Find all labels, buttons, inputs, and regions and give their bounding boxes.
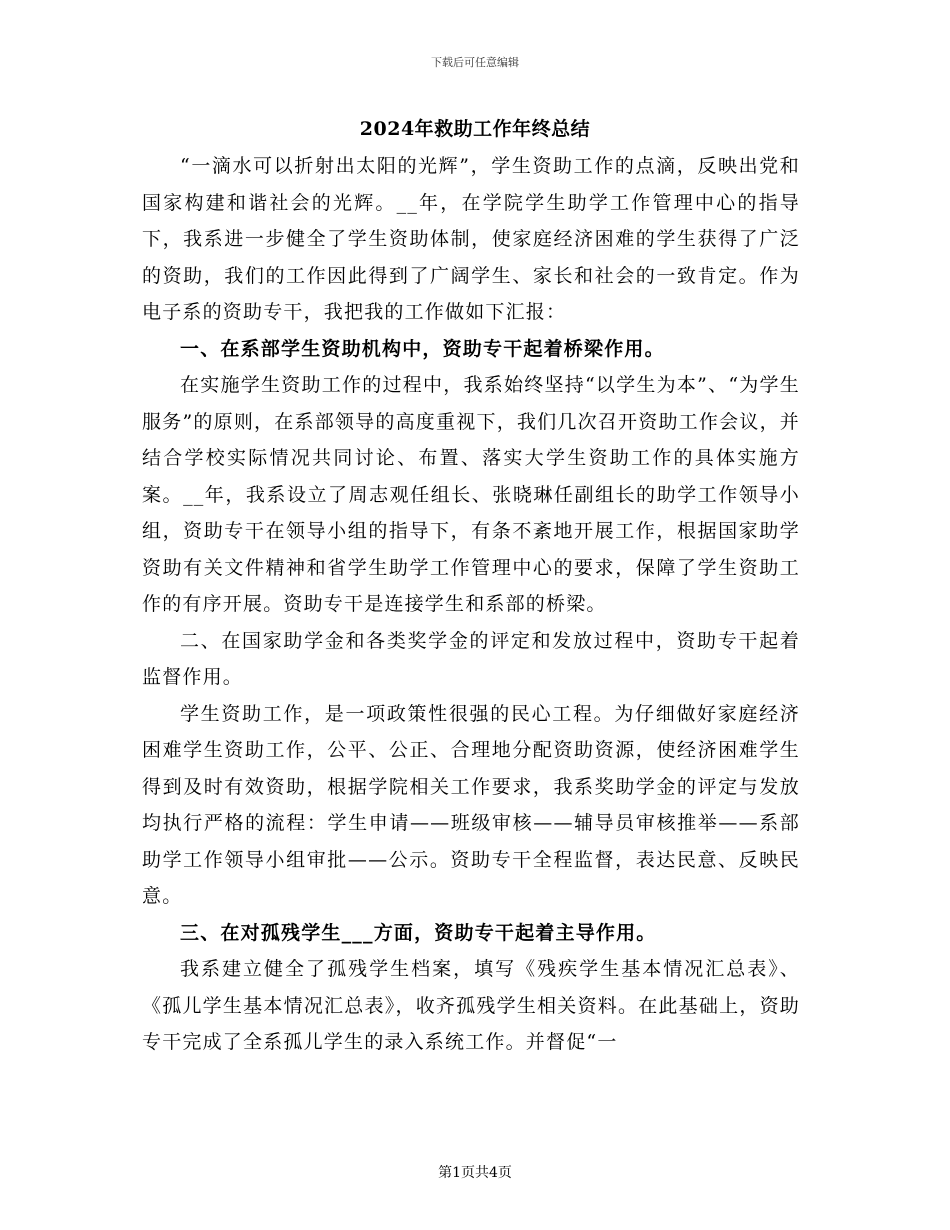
paragraph-section-2: 学生资助工作，是一项政策性很强的民心工程。为仔细做好家庭经济困难学生资助工作，公平、公正、合理地分配资助资源，使经济困难学生得到及时有效资助，根据学院相关工作要求，我系奖助学金的评定与发放均执行严格的流程：学生申请——班级审核——辅导员审核推举——系部助学工作领导小组审批——公示。资助专干全程监督，表达民意、反映民意。 [142,702,800,907]
page-footer: 第1页共4页 [438,1165,512,1181]
document-body [142,148,800,1061]
paragraph-section-1: 在实施学生资助工作的过程中，我系始终坚持“以学生为本”、“为学生服务”的原则，在系部领导的高度重视下，我们几次召开资助工作会议，并结合学校实际情况共同讨论、布置、落实大学生资助工作的具体实施方案。__年，我系设立了周志观任组长、张晓琳任副组长的助学工作领导小组，资助专干在领导小组的指导下，有条不紊地开展工作，根据国家助学资助有关文件精神和省学生助学工作管理中心的要求，保障了学生资助工作的有序开展。资助专干是连接学生和系部的桥梁。 [142,374,800,615]
paragraph-section-3: 我系建立健全了孤残学生档案，填写《残疾学生基本情况汇总表》、《孤儿学生基本情况汇总表》，收齐孤残学生相关资料。在此基础上，资助专干完成了全系孤儿学生的录入系统工作。并督促“一 [142,958,800,1053]
paragraph-intro: “一滴水可以折射出太阳的光辉”，学生资助工作的点滴，反映出党和国家构建和谐社会的光辉。__年，在学院学生助学工作管理中心的指导下，我系进一步健全了学生资助体制，使家庭经济困难的学生获得了广泛的资助，我们的工作因此得到了广阔学生、家长和社会的一致肯定。作为电子系的资助专干，我把我的工作做如下汇报： [142,155,800,323]
section-heading-3: 三、在对孤残学生___方面，资助专干起着主导作用。 [180,921,657,944]
document-title: 2024年救助工作年终总结 [359,118,591,140]
header-note: 下载后可任意编辑 [431,56,519,69]
section-heading-2: 二、在国家助学金和各类奖学金的评定和发放过程中，资助专干起着监督作用。 [142,629,800,688]
section-heading-1: 一、在系部学生资助机构中，资助专干起着桥梁作用。 [180,337,665,360]
